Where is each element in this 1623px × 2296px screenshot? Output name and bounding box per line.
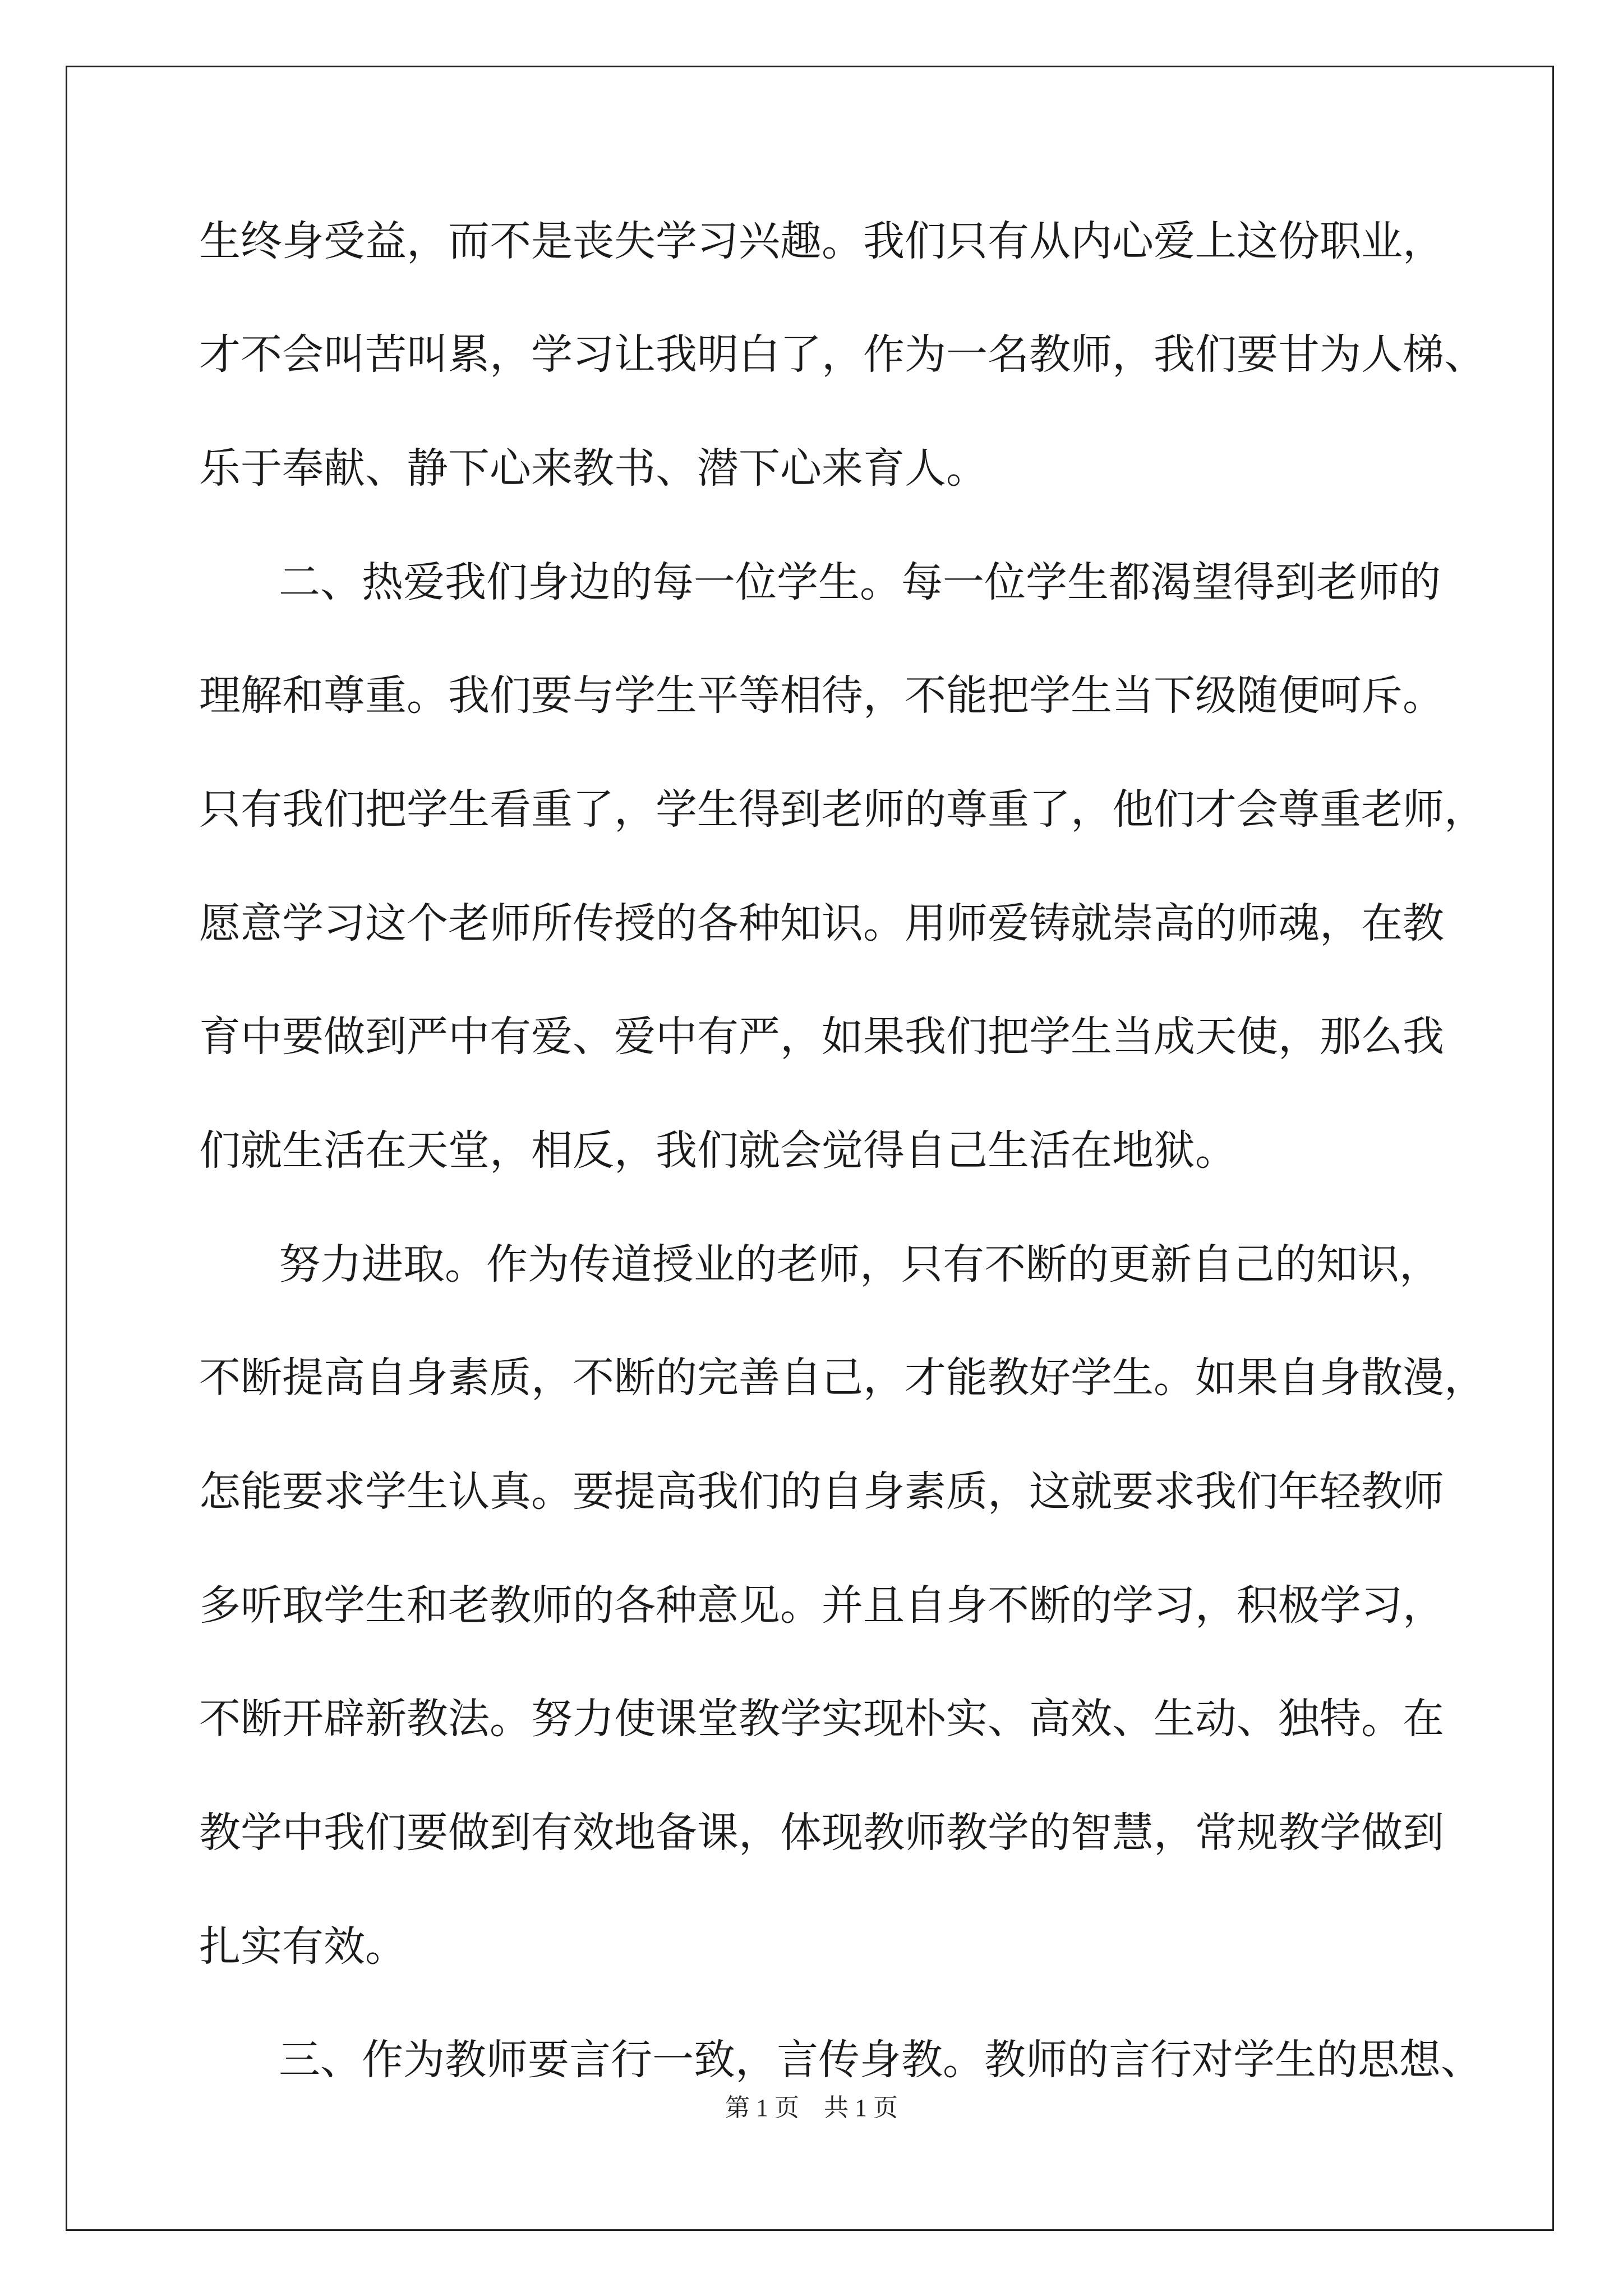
- text-line: 努力进取。作为传道授业的老师，只有不断的更新自己的知识，: [279, 1240, 1441, 1289]
- text-line: 生终身受益，而不是丧失学习兴趣。我们只有从内心爱上这份职业，: [199, 217, 1444, 265]
- text-line: 不断开辟新教法。努力使课堂教学实现朴实、高效、生动、独特。在: [199, 1695, 1444, 1743]
- text-line: 扎实有效。: [199, 1922, 407, 1971]
- text-line: 不断提高自身素质，不断的完善自己，才能教好学生。如果自身散漫，: [199, 1354, 1486, 1402]
- text-line: 怎能要求学生认真。要提高我们的自身素质，这就要求我们年轻教师: [199, 1467, 1444, 1516]
- text-line: 理解和尊重。我们要与学生平等相待，不能把学生当下级随便呵斥。: [199, 671, 1444, 720]
- text-line: 二、热爱我们身边的每一位学生。每一位学生都渴望得到老师的: [279, 558, 1441, 606]
- text-line: 育中要做到严中有爱、爱中有严，如果我们把学生当成天使，那么我: [199, 1013, 1444, 1061]
- page-number: 第 1 页 共 1 页: [725, 2094, 898, 2122]
- text-line: 愿意学习这个老师所传授的各种知识。用师爱铸就崇高的师魂，在教: [199, 899, 1444, 947]
- text-line: 乐于奉献、静下心来教书、潜下心来育人。: [199, 444, 988, 493]
- text-line: 只有我们把学生看重了，学生得到老师的尊重了，他们才会尊重老师，: [199, 785, 1486, 834]
- text-line: 教学中我们要做到有效地备课，体现教师教学的智慧，常规教学做到: [199, 1809, 1444, 1857]
- text-line: 们就生活在天堂，相反，我们就会觉得自己生活在地狱。: [199, 1126, 1237, 1175]
- text-line: 三、作为教师要言行一致，言传身教。教师的言行对学生的思想、: [279, 2036, 1482, 2084]
- text-line: 多听取学生和老教师的各种意见。并且自身不断的学习，积极学习，: [199, 1581, 1444, 1630]
- text-line: 才不会叫苦叫累，学习让我明白了，作为一名教师，我们要甘为人梯、: [199, 330, 1486, 379]
